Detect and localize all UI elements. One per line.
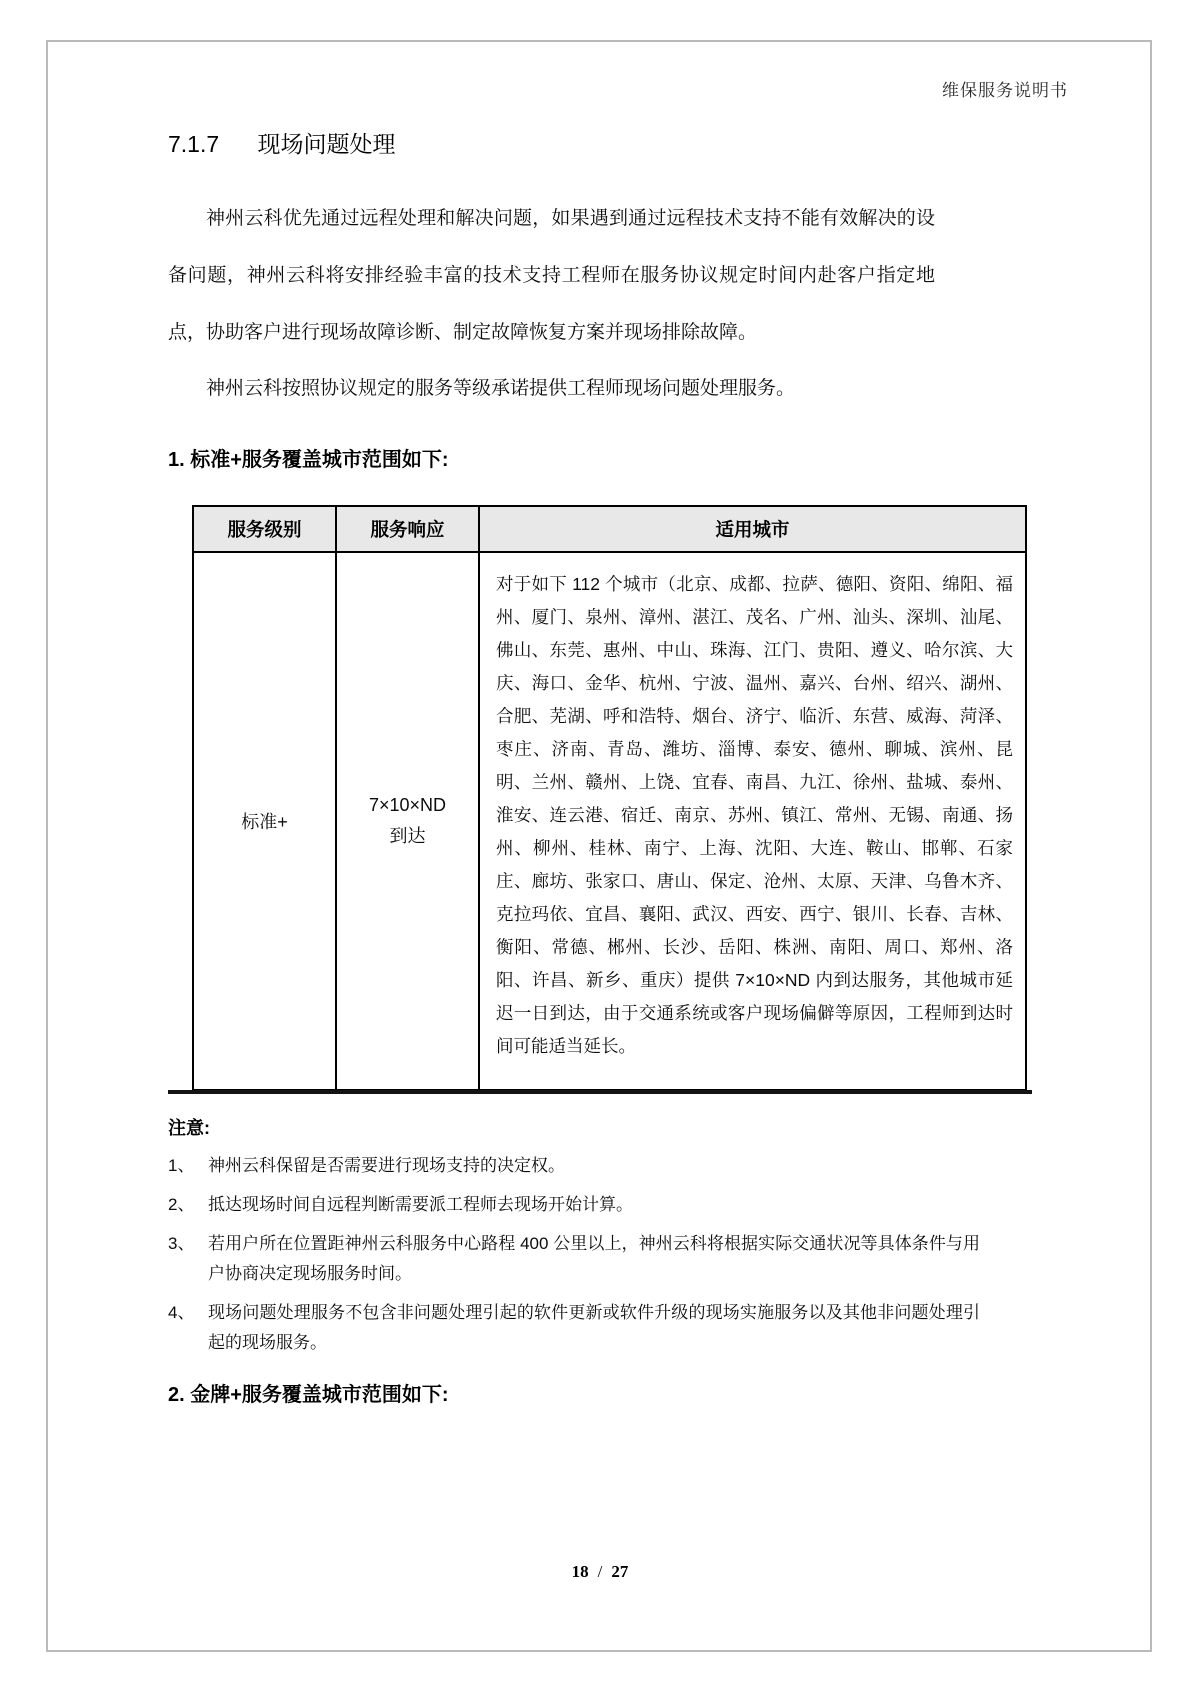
table-row bbox=[193, 552, 1026, 1090]
table-header-row bbox=[193, 506, 1026, 552]
list-heading-standard-plus: 1. 标准+服务覆盖城市范围如下: bbox=[168, 449, 449, 471]
page-footer bbox=[0, 1562, 1200, 1582]
note-number: 1、 bbox=[168, 1156, 195, 1175]
paragraph-remote-handling: 神州云科优先通过远程处理和解决问题，如果遇到通过远程技术支持不能有效解决的设备问题，神州云科将安排经验丰富的技术支持工程师在服务协议规定时间内赴客户指定地点，协助客户进行现场故障诊断、制定故障恢复方案并现场排除故障。 bbox=[168, 208, 935, 343]
note-text: 抵达现场时间自远程判断需要派工程师去现场开始计算。 bbox=[208, 1195, 633, 1214]
note-text: 现场问题处理服务不包含非问题处理引起的软件更新或软件升级的现场实施服务以及其他非问题处理引起的现场服务。 bbox=[208, 1303, 980, 1352]
notes-label: 注意: bbox=[168, 1118, 210, 1138]
service-coverage-table bbox=[192, 505, 1027, 1091]
page-number-current: 18 bbox=[571, 1562, 589, 1581]
response-time-value: 7×10×ND bbox=[368, 794, 447, 815]
section-title: 现场问题处理 bbox=[257, 131, 396, 157]
note-text: 神州云科保留是否需要进行现场支持的决定权。 bbox=[208, 1156, 565, 1175]
page-number-total: 27 bbox=[611, 1562, 629, 1581]
cell-service-level: 标准+ bbox=[193, 552, 336, 1090]
note-number: 4、 bbox=[168, 1303, 195, 1322]
paragraph-service-level-commitment: 神州云科按照协议规定的服务等级承诺提供工程师现场问题处理服务。 bbox=[206, 378, 796, 399]
note-item-2 bbox=[168, 1190, 980, 1220]
section-number: 7.1.7 bbox=[168, 131, 220, 157]
notes-list bbox=[168, 1151, 980, 1367]
list-heading-gold-plus: 2. 金牌+服务覆盖城市范围如下: bbox=[168, 1384, 449, 1406]
note-text: 若用户所在位置距神州云科服务中心路程 400 公里以上，神州云科将根据实际交通状况等具体条件与用户协商决定现场服务时间。 bbox=[208, 1234, 980, 1283]
note-item-4 bbox=[168, 1298, 980, 1358]
section-divider-rule bbox=[168, 1090, 1032, 1094]
col-header-applicable-cities: 适用城市 bbox=[479, 506, 1026, 552]
col-header-service-level: 服务级别 bbox=[193, 506, 336, 552]
note-number: 3、 bbox=[168, 1234, 195, 1253]
note-item-1 bbox=[168, 1151, 980, 1181]
page-number-separator: / bbox=[597, 1562, 603, 1581]
note-item-3 bbox=[168, 1229, 980, 1289]
cell-applicable-cities: 对于如下 112 个城市（北京、成都、拉萨、德阳、资阳、绵阳、福州、厦门、泉州、漳州、湛江、茂名、广州、汕头、深圳、汕尾、佛山、东莞、惠州、中山、珠海、江门、贵阳、遵义、哈尔滨、大庆、海口、金华、杭州、宁波、温州、嘉兴、台州、绍兴、湖州、合肥、芜湖、呼和浩特、烟台、济宁、临沂、东营、威海、菏泽、枣庄、济南、青岛、潍坊、淄博、泰安、德州、聊城、滨州、昆明、兰州、赣州、上饶、宜春、南昌、九江、徐州、盐城、泰州、淮安、连云港、宿迁、南京、苏州、镇江、常州、无锡、南通、扬州、柳州、桂林、南宁、上海、沈阳、大连、鞍山、邯郸、石家庄、廊坊、张家口、唐山、保定、沧州、太原、天津、乌鲁木齐、克拉玛依、宜昌、襄阳、武汉、西安、西宁、银川、长春、吉林、衡阳、常德、郴州、长沙、岳阳、株洲、南阳、周口、郑州、洛阳、许昌、新乡、重庆）提供 7×10×ND 内到达服务，其他城市延迟一日到达，由于交通系统或客户现场偏僻等原因，工程师到达时间可能适当延长。 bbox=[479, 552, 1026, 1090]
col-header-service-response: 服务响应 bbox=[336, 506, 479, 552]
document-title-header: 维保服务说明书 bbox=[942, 81, 1068, 100]
response-arrival-label: 到达 bbox=[389, 826, 426, 846]
cell-service-response bbox=[336, 552, 479, 1090]
note-number: 2、 bbox=[168, 1195, 195, 1214]
section-heading bbox=[168, 126, 396, 159]
